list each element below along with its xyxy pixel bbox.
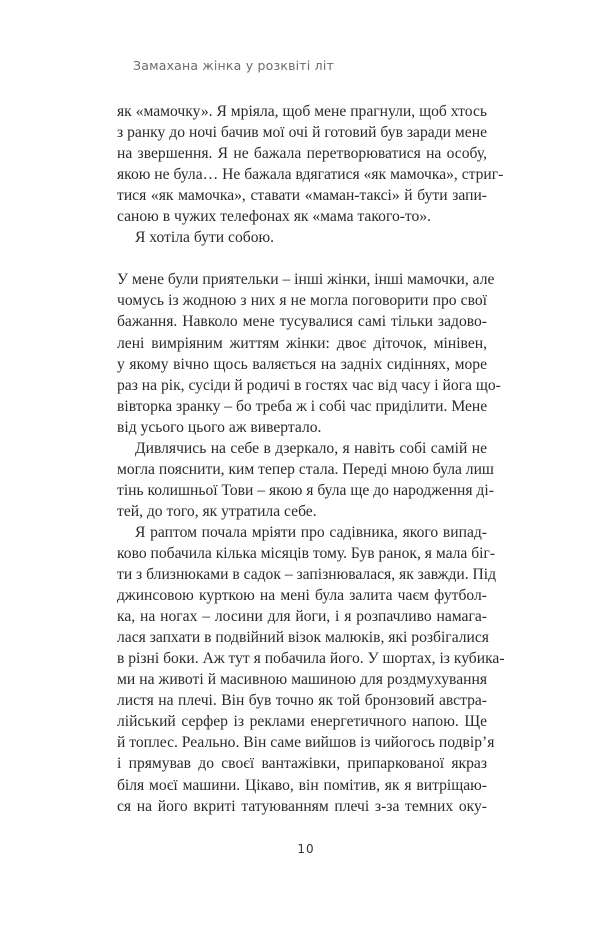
text-line: тінь колишньої Тови – якою я була ще до народження ді- [117,481,494,499]
text-line: чомусь із жодною з них я не могла поговорити про свої [117,292,487,310]
paragraph [117,269,501,437]
paragraph [117,101,504,227]
text-line: У мене були приятельки – інші жінки, інші мамочки, але [117,271,495,289]
text-line: на звершення. Я не бажала перетворюватися на особу, [117,145,487,163]
text-line: могла пояснити, ким тепер стала. Переді мною була лиш [117,460,494,478]
text-line: якою не була… Не бажала вдягатися «як мамочка», стриг- [117,166,504,184]
paragraph [117,522,505,817]
text-line: джинсовою курткою на мені була залита чаєм футбол- [117,587,487,605]
text-line: ся на його вкриті татуюванням плечі з-за темних оку- [117,797,487,815]
text-line: з ранку до ночі бачив мої очі й готовий був заради мене [117,124,487,142]
text-line: ми на животі й масивною машиною для роздмухування [117,671,487,689]
text-line: і прямував до своєї вантажівки, припаркованої якраз [117,755,487,773]
text-line: у якому вічно щось валяється на задніх сидіннях, море [117,355,487,373]
running-head: Замахана жінка у розквіті літ [133,58,334,73]
text-line: й топлес. Реально. Він саме вийшов із чийогось подвір’я [117,734,495,752]
text-line: лійський серфер із реклами енергетичного напою. Ще [117,713,487,731]
text-line: вівторка зранку – бо треба ж і собі час приділити. Мене [117,397,488,415]
text-line: від усього цього аж вивертало. [117,418,322,436]
text-line: як «мамочку». Я мріяла, щоб мене прагнули, щоб хтось [117,103,487,120]
paragraph-break [117,248,487,269]
text-line: раз на рік, сусіди й родичі в гостях час від часу і йога що- [117,376,501,394]
text-line: ти з близнюками в садок – запізнювалася, як завжди. Під [117,566,497,584]
page-number: 10 [297,842,315,856]
paragraph [117,227,487,248]
text-line: в різні боки. Аж тут я побачила його. У шортах, із кубика- [117,650,505,668]
text-line: лені вимріяним життям жінки: двоє діточок, мінівен, [117,334,487,352]
text-line: тей, до того, як утратила себе. [117,502,317,520]
text-line: саною в чужих телефонах як «мама такого-то». [117,208,432,226]
text-line: Дивлячись на себе в дзеркало, я навіть собі самій не [135,439,487,457]
text-line: ково побачила кілька місяців тому. Був ранок, я мала біг- [117,544,496,562]
text-line: бажання. Навколо мене тусувалися самі тільки задово- [117,313,487,331]
text-line: лася запхати в подвійний візок малюків, які розбігалися [117,629,489,647]
text-line: тися «як мамочка», ставати «маман-таксі» й бути запи- [117,187,487,205]
text-line: біля моєї машини. Цікаво, він помітив, як я витріщаю- [117,776,487,794]
paragraph [117,438,494,522]
text-line: ка, на ногах – лосини для йоги, і я розпачливо намага- [117,608,487,626]
body-text [117,101,505,817]
text-line: Я раптом почала мріяти про садівника, якого випад- [135,523,487,541]
text-line: Я хотіла бути собою. [135,229,275,247]
text-line: листя на плечі. Він був точно як той бронзовий австра- [117,692,487,710]
